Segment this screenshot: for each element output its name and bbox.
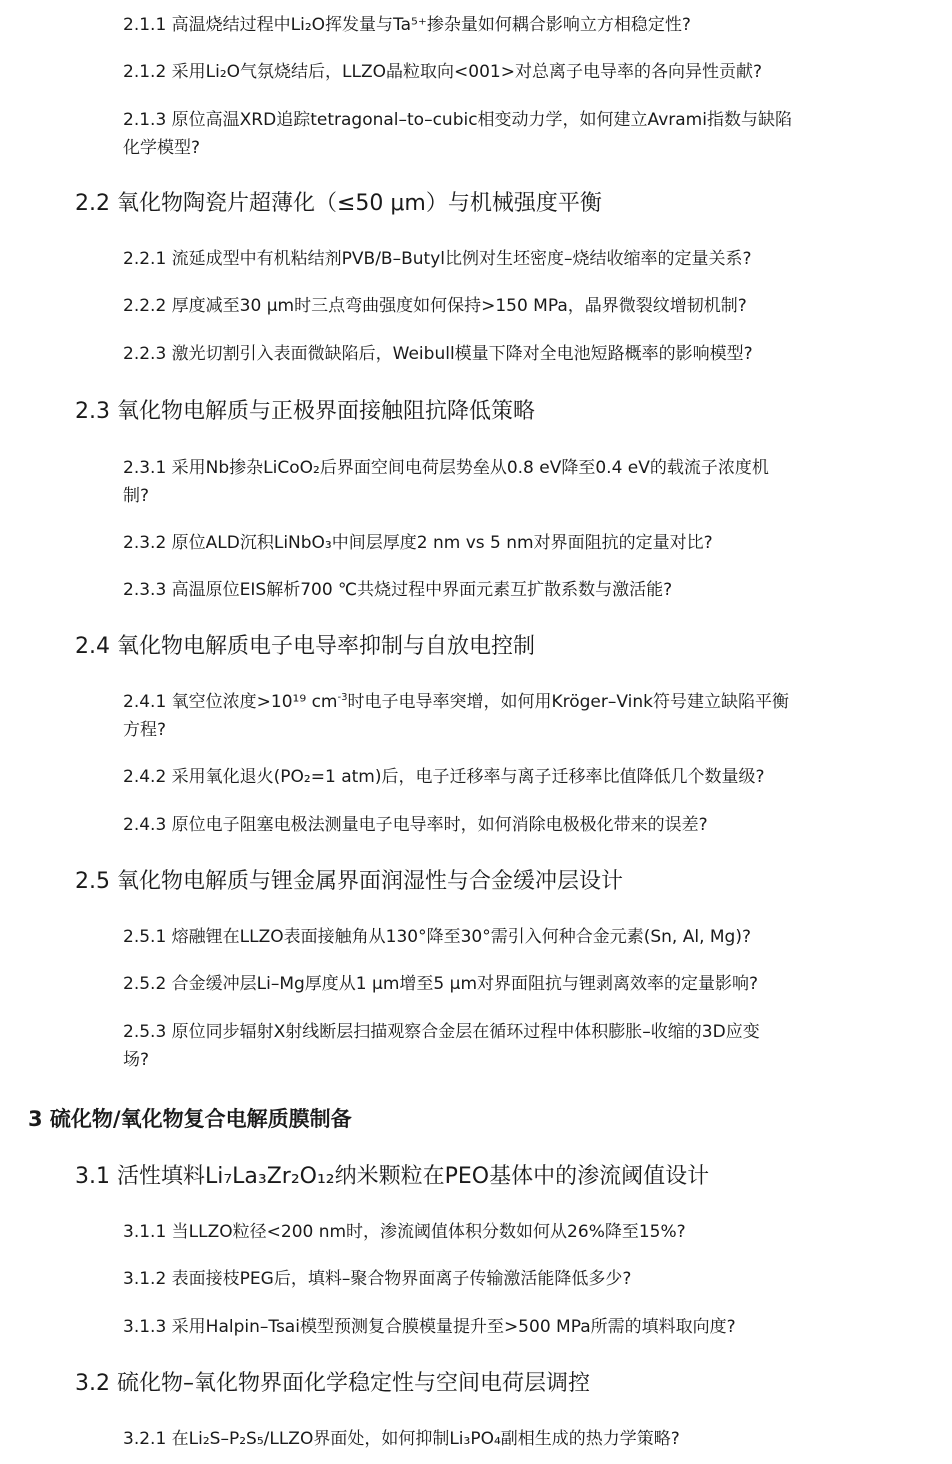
question-2-3-1-line2: 制? xyxy=(123,486,150,506)
question-2-3-2: 2.3.2 原位ALD沉积LiNbO₃中间层厚度2 nm vs 5 nm对界面阻抗的定量对比? xyxy=(123,533,713,553)
heading-3-1: 3.1 活性填料Li₇La₃Zr₂O₁₂纳米颗粒在PEO基体中的渗流阈值设计 xyxy=(75,1164,710,1189)
question-2-1-3-line1: 2.1.3 原位高温XRD追踪tetragonal–to–cubic相变动力学，如何建立Avrami指数与缺陷 xyxy=(123,110,792,130)
question-2-2-3: 2.2.3 激光切割引入表面微缺陷后，Weibull模量下降对全电池短路概率的影响模型? xyxy=(123,344,753,364)
question-3-1-1: 3.1.1 当LLZO粒径<200 nm时，渗流阈值体积分数如何从26%降至15%? xyxy=(123,1222,686,1242)
heading-2-3: 2.3 氧化物电解质与正极界面接触阻抗降低策略 xyxy=(75,399,535,424)
question-2-1-1: 2.1.1 高温烧结过程中Li₂O挥发量与Ta⁵⁺掺杂量如何耦合影响立方相稳定性? xyxy=(123,15,691,35)
question-3-2-1: 3.2.1 在Li₂S–P₂S₅/LLZO界面处，如何抑制Li₃PO₄副相生成的热力学策略? xyxy=(123,1429,680,1449)
question-2-5-3-line1: 2.5.3 原位同步辐射X射线断层扫描观察合金层在循环过程中体积膨胀–收缩的3D应变 xyxy=(123,1022,760,1042)
question-2-5-1: 2.5.1 熔融锂在LLZO表面接触角从130°降至30°需引入何种合金元素(Sn, Al, Mg)? xyxy=(123,927,751,947)
heading-2-4: 2.4 氧化物电解质电子电导率抑制与自放电控制 xyxy=(75,634,535,659)
question-2-4-1-text-a: 2.4.1 氧空位浓度>10¹⁹ cm xyxy=(123,692,338,712)
question-2-2-2: 2.2.2 厚度减至30 μm时三点弯曲强度如何保持>150 MPa，晶界微裂纹增韧机制? xyxy=(123,296,747,316)
question-2-4-3: 2.4.3 原位电子阻塞电极法测量电子电导率时，如何消除电极极化带来的误差? xyxy=(123,815,708,835)
question-2-2-1: 2.2.1 流延成型中有机粘结剂PVB/B–Butyl比例对生坯密度–烧结收缩率的定量关系? xyxy=(123,249,752,269)
heading-2-5: 2.5 氧化物电解质与锂金属界面润湿性与合金缓冲层设计 xyxy=(75,869,623,894)
question-2-3-1-line1: 2.3.1 采用Nb掺杂LiCoO₂后界面空间电荷层势垒从0.8 eV降至0.4 eV的载流子浓度机 xyxy=(123,458,769,478)
question-2-4-1-text-b: 时电子电导率突增，如何用Kröger–Vink符号建立缺陷平衡 xyxy=(347,692,789,712)
question-2-5-2: 2.5.2 合金缓冲层Li–Mg厚度从1 μm增至5 μm对界面阻抗与锂剥离效率的定量影响? xyxy=(123,974,759,994)
question-3-1-3: 3.1.3 采用Halpin–Tsai模型预测复合膜模量提升至>500 MPa所需的填料取向度? xyxy=(123,1317,736,1337)
question-2-3-3: 2.3.3 高温原位EIS解析700 ℃共烧过程中界面元素互扩散系数与激活能? xyxy=(123,580,673,600)
question-2-4-1-line2: 方程? xyxy=(123,720,167,740)
question-2-4-1-superscript: -3 xyxy=(337,692,348,703)
question-2-1-2: 2.1.2 采用Li₂O气氛烧结后，LLZO晶粒取向<001>对总离子电导率的各向异性贡献? xyxy=(123,62,762,82)
question-2-1-3-line2: 化学模型? xyxy=(123,138,201,158)
heading-2-2: 2.2 氧化物陶瓷片超薄化（≤50 μm）与机械强度平衡 xyxy=(75,191,602,216)
question-2-4-1-line1 xyxy=(123,692,789,712)
question-2-5-3-line2: 场? xyxy=(123,1050,150,1070)
question-2-4-2: 2.4.2 采用氧化退火(PO₂=1 atm)后，电子迁移率与离子迁移率比值降低几个数量级? xyxy=(123,767,765,787)
heading-3-2: 3.2 硫化物–氧化物界面化学稳定性与空间电荷层调控 xyxy=(75,1371,590,1396)
question-3-1-2: 3.1.2 表面接枝PEG后，填料–聚合物界面离子传输激活能降低多少? xyxy=(123,1269,632,1289)
heading-3: 3 硫化物/氧化物复合电解质膜制备 xyxy=(28,1107,352,1131)
